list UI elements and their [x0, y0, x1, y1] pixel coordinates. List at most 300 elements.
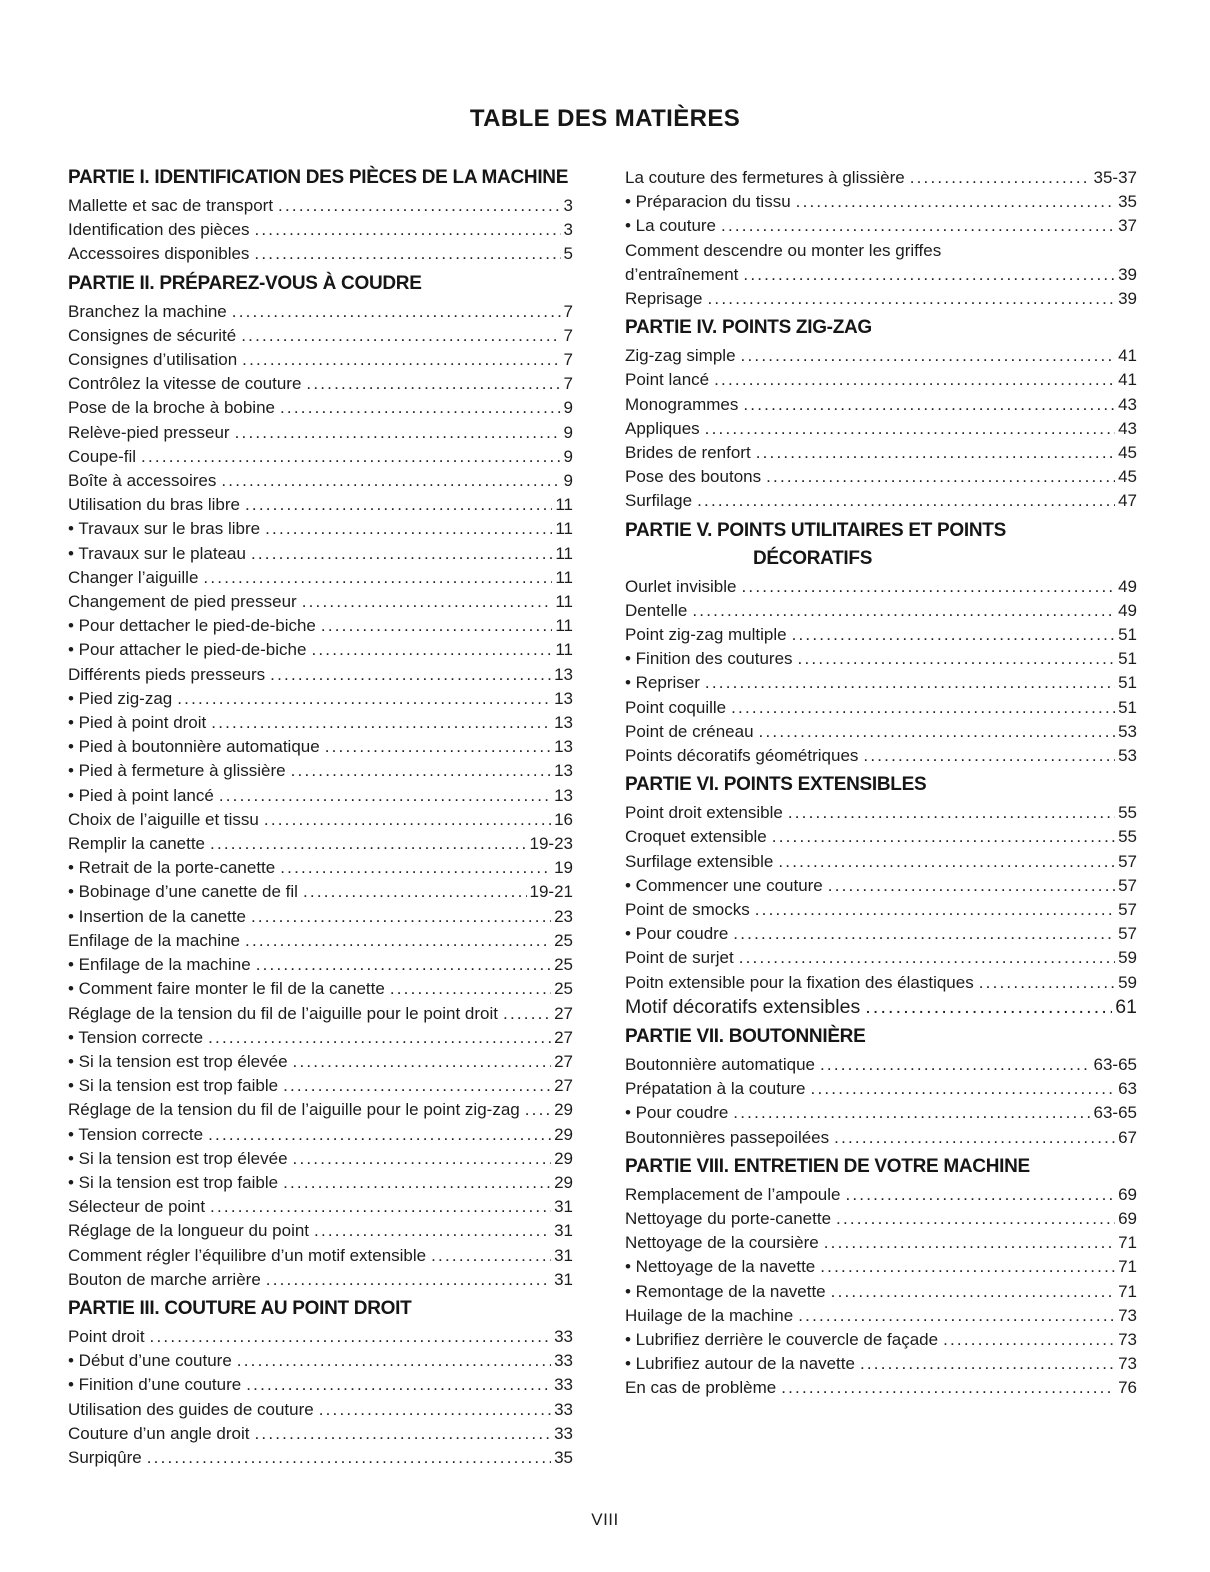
- dot-leader: [221, 469, 560, 493]
- dot-leader: [319, 1398, 551, 1422]
- toc-entry-label: • Si la tension est trop élevée: [68, 1051, 288, 1071]
- toc-entry: [68, 300, 573, 324]
- toc-entry: [68, 324, 573, 348]
- dot-leader: [503, 1002, 551, 1026]
- toc-section-heading: PARTIE VI. POINTS EXTENSIBLES: [625, 774, 927, 796]
- dot-leader: [705, 417, 1115, 441]
- dot-leader: [303, 880, 527, 904]
- toc-page-number: 7: [563, 325, 573, 345]
- toc-entry-label: Prépatation à la couture: [625, 1079, 806, 1099]
- toc-entry: [625, 898, 1137, 922]
- toc-page-number: 25: [554, 955, 573, 975]
- toc-entry: [625, 1101, 1137, 1125]
- toc-entry: [625, 1352, 1137, 1376]
- toc-page-number: 57: [1118, 924, 1137, 944]
- dot-leader: [860, 1352, 1115, 1376]
- toc-page-number: 51: [1118, 625, 1137, 645]
- dot-leader: [147, 1446, 551, 1470]
- toc-entry-label: Utilisation des guides de couture: [68, 1399, 314, 1419]
- toc-page-number: 55: [1118, 827, 1137, 847]
- toc-page-number: 11: [555, 592, 573, 612]
- dot-leader: [692, 599, 1115, 623]
- toc-entry: [68, 687, 573, 711]
- dot-leader: [293, 1050, 552, 1074]
- toc-page-number: 67: [1118, 1127, 1137, 1147]
- toc-page-number: 63-65: [1093, 1054, 1137, 1074]
- dot-leader: [798, 1304, 1115, 1328]
- toc-entry-wrap-line: [625, 239, 1137, 263]
- toc-entry-label: Poitn extensible pour la fixation des élastiques: [625, 972, 974, 992]
- dot-leader: [210, 832, 527, 856]
- toc-entry-label: • Enfilage de la machine: [68, 955, 251, 975]
- toc-page-number: 43: [1118, 418, 1137, 438]
- toc-entry: [68, 614, 573, 638]
- toc-page-number: 57: [1118, 875, 1137, 895]
- toc-entry: [625, 575, 1137, 599]
- toc-entry: [625, 850, 1137, 874]
- toc-entry: [625, 922, 1137, 946]
- toc-entry-label: Surfilage extensible: [625, 851, 774, 871]
- dot-leader: [820, 1053, 1091, 1077]
- dot-leader: [311, 638, 552, 662]
- toc-page-number: 33: [554, 1375, 573, 1395]
- toc-page-number: 31: [554, 1197, 573, 1217]
- toc-entry: [68, 1123, 573, 1147]
- toc-entry: [68, 1147, 573, 1171]
- toc-entry-label: Remplacement de l’ampoule: [625, 1184, 841, 1204]
- toc-page-number: 31: [554, 1221, 573, 1241]
- toc-entry-label: Point de surjet: [625, 948, 734, 968]
- toc-entry: [625, 1077, 1137, 1101]
- toc-entry: [625, 465, 1137, 489]
- toc-entry: [625, 1207, 1137, 1231]
- toc-entry: [68, 832, 573, 856]
- toc-page-number: 31: [554, 1245, 573, 1265]
- dot-leader: [743, 393, 1115, 417]
- toc-entry: [625, 971, 1137, 995]
- toc-page-number: 25: [554, 930, 573, 950]
- toc-entry: [68, 856, 573, 880]
- toc-page-number: 27: [554, 1051, 573, 1071]
- toc-entry-label: La couture des fermetures à glissière: [625, 168, 905, 187]
- toc-entry: [68, 1026, 573, 1050]
- dot-leader: [525, 1098, 551, 1122]
- dot-leader: [778, 850, 1115, 874]
- dot-leader: [210, 1195, 551, 1219]
- toc-entry-label: Accessoires disponibles: [68, 244, 250, 264]
- dot-leader: [208, 1123, 551, 1147]
- dot-leader: [325, 735, 551, 759]
- toc-page-number: 63: [1118, 1079, 1137, 1099]
- toc-page-number: 39: [1118, 264, 1137, 284]
- toc-entry-label: • Bobinage d’une canette de fil: [68, 882, 298, 902]
- toc-entry-label: En cas de problème: [625, 1378, 777, 1398]
- toc-page-number: 73: [1118, 1354, 1137, 1374]
- dot-leader: [291, 759, 551, 783]
- toc-entry: [625, 190, 1137, 214]
- toc-entry-label: Changer l’aiguille: [68, 567, 199, 587]
- toc-page-number: 11: [555, 543, 573, 563]
- toc-page-number: 11: [555, 567, 573, 587]
- toc-entry-label: Réglage de la tension du fil de l’aiguille pour le point zig-zag: [68, 1100, 520, 1120]
- toc-page-number: 13: [554, 688, 573, 708]
- toc-page-number: 59: [1118, 948, 1137, 968]
- toc-entry-label: • Nettoyage de la navette: [625, 1257, 816, 1277]
- toc-page-number: 9: [563, 446, 573, 466]
- toc-entry-label: Utilisation du bras libre: [68, 495, 240, 515]
- toc-page-number: 9: [563, 471, 573, 491]
- toc-entry-label: • Si la tension est trop faible: [68, 1172, 279, 1192]
- toc-page-number: 47: [1118, 491, 1137, 511]
- dot-leader: [177, 687, 551, 711]
- toc-page-number: 33: [554, 1326, 573, 1346]
- toc-entry-label: Point lancé: [625, 370, 710, 390]
- toc-section-heading: PARTIE V. POINTS UTILITAIRES ET POINTS: [625, 519, 1006, 541]
- toc-entry-label: • Pied à boutonnière automatique: [68, 737, 320, 757]
- toc-page-number: 51: [1118, 697, 1137, 717]
- dot-leader: [739, 946, 1115, 970]
- dot-leader: [697, 489, 1115, 513]
- toc-entry-label: • Retrait de la porte-canette: [68, 858, 276, 878]
- dot-leader: [431, 1244, 551, 1268]
- toc-entry-label: • Finition d’une couture: [68, 1375, 242, 1395]
- dot-leader: [845, 1183, 1115, 1207]
- toc-entry: [68, 1171, 573, 1195]
- dot-leader: [264, 808, 551, 832]
- toc-entry-label: Coupe-fil: [68, 446, 137, 466]
- page-title: TABLE DES MATIÈRES: [469, 105, 741, 132]
- toc-entry: [625, 1053, 1137, 1077]
- toc-entry: [68, 1446, 573, 1470]
- dot-leader: [141, 445, 560, 469]
- toc-entry: [68, 1098, 573, 1122]
- toc-entry: [625, 1183, 1137, 1207]
- toc-page-number: 27: [554, 1003, 573, 1023]
- toc-entry: [625, 1126, 1137, 1150]
- toc-page-number: 13: [554, 713, 573, 733]
- toc-entry: [68, 638, 573, 662]
- toc-entry-label: Relève-pied presseur: [68, 422, 230, 442]
- toc-entry: [625, 744, 1137, 768]
- toc-page-number: 11: [555, 519, 573, 539]
- toc-page-number: 11: [555, 495, 573, 515]
- toc-entry-label: Mallette et sac de transport: [68, 196, 274, 215]
- dot-leader: [772, 825, 1115, 849]
- toc-entry-label: Réglage de la longueur du point: [68, 1221, 310, 1241]
- toc-entry-label: • Travaux sur le plateau: [68, 543, 246, 563]
- toc-entry-label: Croquet extensible: [625, 827, 767, 847]
- toc-page-number: 41: [1118, 370, 1137, 390]
- toc-page-number: 49: [1118, 600, 1137, 620]
- toc-entry: [68, 929, 573, 953]
- toc-entry: [68, 445, 573, 469]
- toc-entry-label: Comment régler l’équilibre d’un motif extensible: [68, 1245, 427, 1265]
- toc-entry-label: Boutonnière automatique: [625, 1054, 815, 1074]
- dot-leader: [232, 300, 561, 324]
- toc-page-number: 27: [554, 1076, 573, 1096]
- toc-page-number: 7: [563, 350, 573, 370]
- toc-entry-label: • Commencer une couture: [625, 875, 823, 895]
- toc-entry-label: Brides de renfort: [625, 443, 751, 463]
- toc-entry-label: Pose des boutons: [625, 467, 762, 487]
- toc-page-number: 16: [554, 809, 573, 829]
- toc-entry: [68, 905, 573, 929]
- dot-leader: [743, 263, 1115, 287]
- toc-page-number: 11: [555, 616, 573, 636]
- toc-page-number: 39: [1118, 289, 1137, 309]
- toc-entry-label: Point droit extensible: [625, 803, 783, 823]
- dot-leader: [788, 801, 1115, 825]
- toc-page-number: 59: [1118, 972, 1137, 992]
- toc-page-number: 45: [1118, 467, 1137, 487]
- toc-entry-label: • Travaux sur le bras libre: [68, 519, 261, 539]
- toc-entry: [625, 166, 1137, 190]
- toc-page-number: 71: [1118, 1281, 1137, 1301]
- toc-page-number: 35: [1118, 192, 1137, 212]
- toc-page-number: 29: [554, 1148, 573, 1168]
- toc-entry-label: Surfilage: [625, 491, 693, 511]
- dot-leader: [836, 1207, 1115, 1231]
- toc-page-number: 73: [1118, 1329, 1137, 1349]
- toc-page-number: 13: [554, 664, 573, 684]
- dot-leader: [265, 517, 552, 541]
- toc-entry-label: Bouton de marche arrière: [68, 1269, 261, 1289]
- toc-entry-label: • Repriser: [625, 673, 700, 693]
- toc-entry-label: Zig-zag simple: [625, 346, 736, 366]
- toc-entry: [625, 623, 1137, 647]
- dot-leader: [283, 1074, 551, 1098]
- toc-entry-label: Identification des pièces: [68, 220, 250, 240]
- toc-entry-label: Branchez la machine: [68, 301, 227, 321]
- toc-entry: [68, 1422, 573, 1446]
- toc-entry-label: • Pied à point lancé: [68, 785, 214, 805]
- dot-leader: [792, 623, 1116, 647]
- dot-leader: [824, 1231, 1115, 1255]
- toc-page-number: 19-21: [529, 882, 573, 902]
- dot-leader: [321, 614, 552, 638]
- dot-leader: [241, 324, 560, 348]
- toc-section-heading: PARTIE III. COUTURE AU POINT DROIT: [68, 1297, 412, 1319]
- toc-entry: [68, 759, 573, 783]
- toc-entry-label: • Préparacion du tissu: [625, 192, 791, 212]
- toc-page-number: 53: [1118, 721, 1137, 741]
- toc-entry-label: • Pour dettacher le pied-de-biche: [68, 616, 316, 636]
- toc-entry-label: • Comment faire monter le fil de la canette: [68, 979, 385, 999]
- dot-leader: [755, 898, 1115, 922]
- toc-page-number: 69: [1118, 1208, 1137, 1228]
- dot-leader: [293, 1147, 552, 1171]
- dot-leader: [150, 1325, 552, 1349]
- dot-leader: [254, 242, 560, 266]
- toc-entry: [625, 344, 1137, 368]
- dot-leader: [280, 396, 561, 420]
- toc-entry-label: • Pour coudre: [625, 1103, 729, 1123]
- toc-page-number: 73: [1118, 1305, 1137, 1325]
- toc-column-right: [625, 166, 1137, 1470]
- toc-entry: [68, 735, 573, 759]
- toc-entry: [68, 1244, 573, 1268]
- toc-entry-label: • Lubrifiez autour de la navette: [625, 1354, 855, 1374]
- toc-entry: [625, 599, 1137, 623]
- toc-entry-label: Comment descendre ou monter les griffes: [625, 240, 942, 260]
- toc-entry-label: Motif décoratifs extensibles: [625, 995, 861, 1018]
- toc-entry: [68, 977, 573, 1001]
- toc-entry: [68, 372, 573, 396]
- toc-entry-label: Nettoyage de la coursière: [625, 1233, 819, 1253]
- toc-entry: [68, 711, 573, 735]
- toc-entry-label: Consignes de sécurité: [68, 325, 237, 345]
- toc-entry-label: Réglage de la tension du fil de l’aiguille pour le point droit: [68, 1003, 499, 1023]
- toc-entry-label: • Insertion de la canette: [68, 906, 246, 926]
- toc-page-number: 13: [554, 737, 573, 757]
- toc-entry-label: • La couture: [625, 216, 717, 236]
- dot-leader: [302, 590, 553, 614]
- toc-entry: [68, 242, 573, 266]
- toc-entry: [68, 194, 573, 218]
- toc-entry: [625, 417, 1137, 441]
- toc-page-number: 29: [554, 1124, 573, 1144]
- toc-entry-label: Couture d’un angle droit: [68, 1423, 250, 1443]
- toc-entry: [68, 1002, 573, 1026]
- dot-leader: [834, 1126, 1115, 1150]
- toc-entry: [625, 696, 1137, 720]
- toc-entry: [68, 396, 573, 420]
- toc-page-number: 51: [1118, 649, 1137, 669]
- toc-page-number: 71: [1118, 1233, 1137, 1253]
- toc-entry: [625, 393, 1137, 417]
- toc-entry: [625, 671, 1137, 695]
- toc-entry: [68, 1195, 573, 1219]
- toc-column-left: [68, 166, 573, 1470]
- toc-entry: [68, 493, 573, 517]
- toc-page-number: 11: [555, 640, 573, 660]
- toc-entry-label: Point de créneau: [625, 721, 754, 741]
- dot-leader: [796, 190, 1115, 214]
- dot-leader: [742, 575, 1116, 599]
- dot-leader: [203, 566, 552, 590]
- toc-entry-label: Point zig-zag multiple: [625, 625, 787, 645]
- toc-entry-label: Enfilage de la machine: [68, 930, 241, 950]
- toc-entry-label: • Pied à point droit: [68, 713, 207, 733]
- toc-entry-label: • Si la tension est trop élevée: [68, 1148, 288, 1168]
- dot-leader: [242, 348, 560, 372]
- dot-leader: [910, 166, 1091, 190]
- toc-page-number: 69: [1118, 1184, 1137, 1204]
- toc-entry-label: Appliques: [625, 418, 700, 438]
- toc-entry-label: • Pied zig-zag: [68, 688, 173, 708]
- toc-entry: [68, 469, 573, 493]
- toc-entry: [68, 953, 573, 977]
- toc-page-number: 9: [563, 422, 573, 442]
- toc-entry: [68, 590, 573, 614]
- dot-leader: [733, 922, 1115, 946]
- toc-entry-label: Différents pieds presseurs: [68, 664, 266, 684]
- toc-entry-label: Choix de l’aiguille et tissu: [68, 809, 259, 829]
- dot-leader: [278, 194, 560, 218]
- toc-entry-label: Contrôlez la vitesse de couture: [68, 374, 302, 394]
- toc-entry: [68, 1219, 573, 1243]
- toc-entry: [68, 808, 573, 832]
- dot-leader: [820, 1255, 1115, 1279]
- dot-leader: [733, 1101, 1090, 1125]
- toc-page-number: 27: [554, 1027, 573, 1047]
- toc-entry-label: Point coquille: [625, 697, 727, 717]
- dot-leader: [314, 1219, 551, 1243]
- toc-entry: [68, 663, 573, 687]
- toc-page-number: 29: [554, 1100, 573, 1120]
- toc-page-number: 35: [554, 1447, 573, 1467]
- dot-leader: [245, 929, 551, 953]
- toc-page-number: 33: [554, 1423, 573, 1443]
- toc-entry-label: Dentelle: [625, 600, 688, 620]
- dot-leader: [251, 905, 551, 929]
- toc-entry: [68, 1268, 573, 1292]
- toc-entry-label: • Début d’une couture: [68, 1351, 232, 1371]
- toc-entry-label: Pose de la broche à bobine: [68, 398, 275, 418]
- toc-page-number: 57: [1118, 900, 1137, 920]
- toc-section-heading: PARTIE IV. POINTS ZIG-ZAG: [625, 317, 872, 339]
- toc-columns: [68, 166, 1137, 1470]
- dot-leader: [211, 711, 551, 735]
- dot-leader: [943, 1328, 1115, 1352]
- toc-entry: [68, 348, 573, 372]
- toc-entry-label: Remplir la canette: [68, 834, 206, 854]
- dot-leader: [756, 441, 1115, 465]
- dot-leader: [798, 647, 1116, 671]
- toc-page-number: 3: [563, 220, 573, 240]
- toc-entry: [625, 946, 1137, 970]
- dot-leader: [865, 995, 1112, 1020]
- toc-entry: [68, 1325, 573, 1349]
- toc-page-number: 35-37: [1093, 168, 1137, 187]
- toc-entry-label: • Pour coudre: [625, 924, 729, 944]
- toc-page-number: 13: [554, 785, 573, 805]
- toc-entry-label: Point droit: [68, 1326, 145, 1346]
- toc-section-heading: PARTIE VIII. ENTRETIEN DE VOTRE MACHINE: [625, 1155, 1030, 1177]
- dot-leader: [251, 542, 552, 566]
- toc-entry-label: Nettoyage du porte-canette: [625, 1208, 832, 1228]
- dot-leader: [283, 1171, 551, 1195]
- dot-leader: [811, 1077, 1116, 1101]
- toc-entry-label: Consignes d’utilisation: [68, 350, 238, 370]
- toc-entry: [68, 566, 573, 590]
- dot-leader: [705, 671, 1115, 695]
- toc-entry-label: • Pied à fermeture à glissière: [68, 761, 286, 781]
- dot-leader: [741, 344, 1116, 368]
- toc-entry: [68, 421, 573, 445]
- toc-entry: [625, 263, 1137, 287]
- dot-leader: [979, 971, 1115, 995]
- toc-page-number: 7: [563, 374, 573, 394]
- toc-page-number: 63-65: [1093, 1103, 1137, 1123]
- toc-entry-label: Sélecteur de point: [68, 1197, 206, 1217]
- dot-leader: [235, 421, 561, 445]
- toc-entry-label: • Remontage de la navette: [625, 1281, 826, 1301]
- toc-entry-label: d’entraînement: [625, 264, 739, 284]
- toc-entry-label: Huilage de la machine: [625, 1305, 794, 1325]
- dot-leader: [270, 663, 551, 687]
- toc-page-number: 19-23: [529, 834, 573, 854]
- toc-section-heading: PARTIE II. PRÉPAREZ-VOUS À COUDRE: [68, 272, 422, 294]
- toc-entry-label: Points décoratifs géométriques: [625, 746, 859, 766]
- toc-entry: [625, 647, 1137, 671]
- toc-page-number: 71: [1118, 1257, 1137, 1277]
- toc-section-heading: PARTIE VII. BOUTONNIÈRE: [625, 1025, 866, 1047]
- toc-page-number: 53: [1118, 746, 1137, 766]
- toc-entry-label: • Tension correcte: [68, 1027, 204, 1047]
- toc-page-number: 25: [554, 979, 573, 999]
- dot-leader: [731, 696, 1115, 720]
